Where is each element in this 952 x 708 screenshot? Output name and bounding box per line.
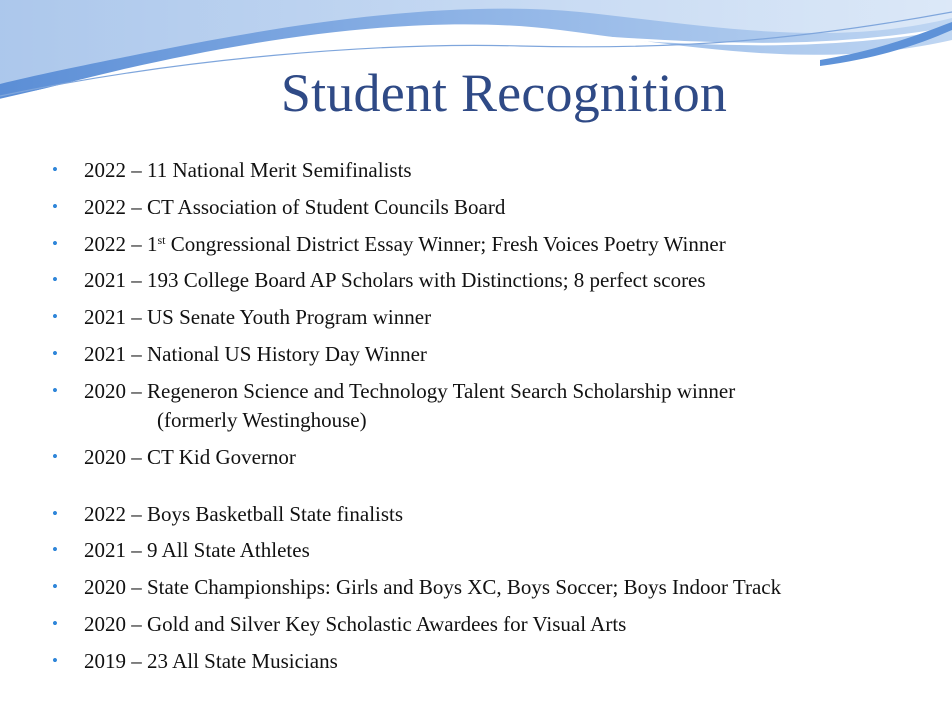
item-text: Regeneron Science and Technology Talent Search Scholarship winner	[147, 378, 736, 403]
item-year: 2021	[84, 538, 126, 563]
list-item: • 2019 – 23 All State Musicians	[52, 648, 338, 673]
item-year: 2021	[84, 341, 126, 366]
bullet-icon: •	[52, 160, 58, 179]
item-text: 23 All State Musicians	[147, 648, 338, 673]
bullet-icon: •	[52, 446, 58, 466]
item-text: National US History Day Winner	[147, 341, 427, 366]
list-item: • 2021 – 193 College Board AP Scholars with Distinctions; 8 perfect scores	[52, 268, 706, 293]
recognition-list	[52, 156, 932, 684]
list-item: • 2022 – CT Association of Student Councils Board	[52, 194, 506, 219]
item-year: 2021	[84, 268, 126, 293]
item-year: 2020	[84, 611, 126, 636]
item-year: 2021	[84, 305, 126, 330]
item-text-continuation: (formerly Westinghouse)	[157, 407, 367, 432]
item-year: 2020	[84, 378, 126, 403]
bullet-icon: •	[52, 650, 58, 670]
item-text: State Championships: Girls and Boys XC, Boys Soccer; Boys Indoor Track	[147, 575, 782, 600]
list-item: • 2021 – US Senate Youth Program winner	[52, 305, 432, 330]
item-year: 2022	[84, 194, 126, 219]
list-item: • 2020 – Regeneron Science and Technology Talent Search Scholarship winner (formerly Westinghouse)	[52, 377, 932, 435]
list-item: • 2020 – State Championships: Girls and Boys XC, Boys Soccer; Boys Indoor Track	[52, 575, 782, 600]
item-year: 2022	[84, 158, 126, 182]
bullet-icon: •	[52, 540, 58, 560]
item-text: 11 National Merit Semifinalists	[147, 158, 412, 182]
list-item: • 2022 – 11 National Merit Semifinalists	[52, 158, 412, 182]
item-text: 193 College Board AP Scholars with Distinctions; 8 perfect scores	[147, 268, 706, 293]
item-text: CT Kid Governor	[147, 444, 296, 469]
list-item: • 2020 – CT Kid Governor	[52, 444, 296, 469]
item-year: 2020	[84, 575, 126, 600]
list-item: • 2021 – 9 All State Athletes	[52, 538, 310, 563]
list-item: • 2022 – 1st Congressional District Essay Winner; Fresh Voices Poetry Winner	[52, 231, 726, 256]
bullet-icon: •	[52, 307, 58, 327]
item-text: CT Association of Student Councils Board	[147, 194, 506, 219]
bullet-icon: •	[52, 270, 58, 290]
item-text: Boys Basketball State finalists	[147, 501, 404, 526]
list-item: • 2020 – Gold and Silver Key Scholastic Awardees for Visual Arts	[52, 611, 627, 636]
item-year: 2022	[84, 231, 126, 256]
item-year: 2020	[84, 444, 126, 469]
list-item: • 2022 – Boys Basketball State finalists	[52, 501, 404, 526]
item-year: 2019	[84, 648, 126, 673]
item-year: 2022	[84, 501, 126, 526]
item-text: US Senate Youth Program winner	[147, 305, 432, 330]
list-item: • 2021 – National US History Day Winner	[52, 341, 427, 366]
item-text: Gold and Silver Key Scholastic Awardees for Visual Arts	[147, 611, 627, 636]
bullet-icon: •	[52, 196, 58, 216]
bullet-icon: •	[52, 343, 58, 363]
bullet-icon: •	[52, 233, 58, 253]
bullet-icon: •	[52, 577, 58, 597]
bullet-icon: •	[52, 380, 58, 400]
item-text: 1st Congressional District Essay Winner; Fresh Voices Poetry Winner	[147, 231, 726, 256]
bullet-icon: •	[52, 613, 58, 633]
bullet-icon: •	[52, 503, 58, 523]
item-text: 9 All State Athletes	[147, 538, 310, 563]
slide-title: Student Recognition	[280, 63, 728, 123]
